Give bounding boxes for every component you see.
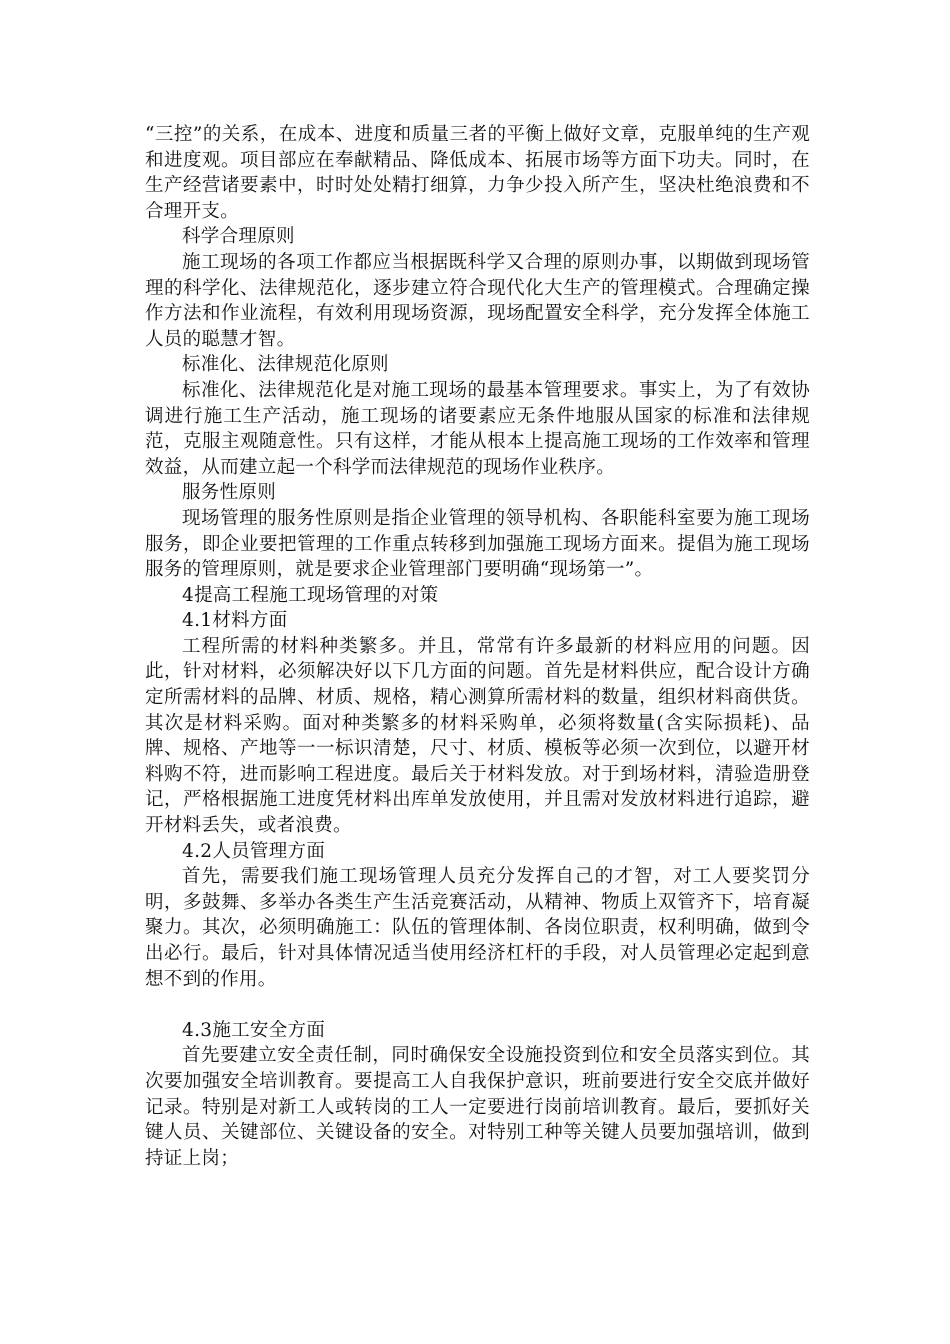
paragraph-section-4-1: 工程所需的材料种类繁多。并且，常常有许多最新的材料应用的问题。因此，针对材料，必须解决好以下几方面的问题。首先是材料供应，配合设计方确定所需材料的品牌、材质、规格，精心测算所需材料的数量，组织材料商供货。其次是材料采购。面对种类繁多的材料采购单，必须将数量(含实际损耗)、品牌、规格、产地等一一标识清楚，尺寸、材质、模板等必须一次到位，以避开材料购不符，进而影响工程进度。最后关于材料发放。对于到场材料，清验造册登记，严格根据施工进度凭材料出库单发放使用，并且需对发放材料进行追踪，避开材料丢失，或者浪费。 bbox=[145, 635, 810, 837]
paragraph-standardization-principle: 标准化、法律规范化是对施工现场的最基本管理要求。事实上，为了有效协调进行施工生产活动，施工现场的诸要素应无条件地服从国家的标准和法律规范，克服主观随意性。只有这样，才能从根本上提高施工现场的工作效率和管理效益，从而建立起一个科学而法律规范的现场作业秩序。 bbox=[145, 379, 810, 478]
heading-section-4-3: 4.3施工安全方面 bbox=[182, 1019, 326, 1041]
heading-standardization-principle: 标准化、法律规范化原则 bbox=[182, 354, 389, 376]
heading-scientific-principle: 科学合理原则 bbox=[182, 226, 295, 248]
heading-section-4-2: 4.2人员管理方面 bbox=[182, 840, 326, 862]
paragraph-service-principle: 现场管理的服务性原则是指企业管理的领导机构、各职能科室要为施工现场服务，即企业要把管理的工作重点转移到加强施工现场方面来。提倡为施工现场服务的管理原则，就是要求企业管理部门要明确“现场第一”。 bbox=[145, 507, 810, 581]
heading-section-4-1: 4.1材料方面 bbox=[182, 610, 288, 632]
paragraph-section-4-3: 首先要建立安全责任制，同时确保安全设施投资到位和安全员落实到位。其次要加强安全培训教育。要提高工人自我保护意识，班前要进行安全交底并做好记录。特别是对新工人或转岗的工人一定要进行岗前培训教育。最后，要抓好关键人员、关键部位、关键设备的安全。对特别工种等关键人员要加强培训，做到持证上岗； bbox=[145, 1045, 810, 1169]
paragraph-continuation: “三控”的关系，在成本、进度和质量三者的平衡上做好文章，克服单纯的生产观和进度观。项目部应在奉献精品、降低成本、拓展市场等方面下功夫。同时，在生产经营诸要素中，时时处处精打细算，力争少投入所产生，坚决杜绝浪费和不合理开支。 bbox=[145, 124, 810, 222]
paragraph-scientific-principle: 施工现场的各项工作都应当根据既科学又合理的原则办事，以期做到现场管理的科学化、法律规范化，逐步建立符合现代化大生产的管理模式。合理确定操作方法和作业流程，有效利用现场资源，现场配置安全科学，充分发挥全体施工人员的聪慧才智。 bbox=[145, 251, 810, 350]
blank-line bbox=[145, 992, 810, 1018]
heading-section-4: 4提高工程施工现场管理的对策 bbox=[182, 584, 439, 606]
heading-service-principle: 服务性原则 bbox=[182, 482, 277, 504]
document-page bbox=[145, 122, 810, 1171]
paragraph-section-4-2: 首先，需要我们施工现场管理人员充分发挥自己的才智，对工人要奖罚分明，多鼓舞、多举办各类生产生活竞赛活动，从精神、物质上双管齐下，培育凝聚力。其次，必须明确施工：队伍的管理体制、各岗位职责，权利明确，做到令出必行。最后，针对具体情况适当使用经济杠杆的手段，对人员管理必定起到意想不到的作用。 bbox=[145, 866, 810, 990]
